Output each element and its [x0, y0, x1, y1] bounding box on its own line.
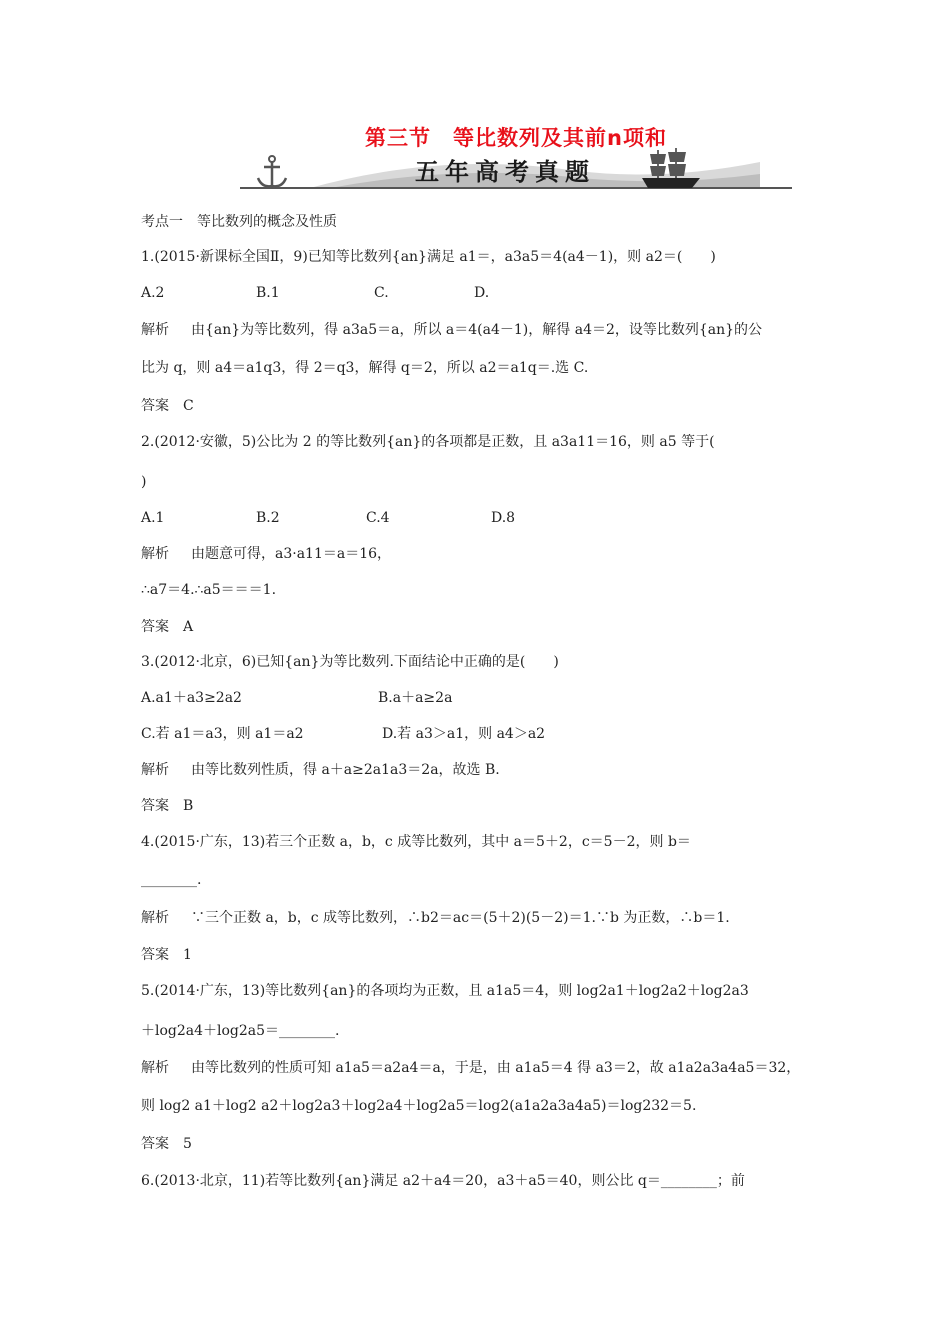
question-4-stem-line-1: 4.(2015·广东，13)若三个正数 a，b，c 成等比数列，其中 a＝5＋2，c＝5－2，则 b＝ [141, 834, 691, 850]
question-4-stem-line-2: ________. [141, 872, 202, 888]
anchor-icon [252, 154, 292, 190]
answer-label: 答案 [141, 798, 169, 814]
question-1-options [141, 283, 489, 303]
option-a: A.a1＋a3≥2a2 [141, 690, 242, 706]
question-5-answer [141, 1134, 192, 1154]
option-b: B.a＋a≥2a [378, 690, 453, 706]
question-2-options [141, 508, 515, 528]
option-d: D.8 [491, 510, 516, 526]
question-2-analysis-line-2: ∴a7＝4.∴a5＝＝＝1. [141, 582, 277, 598]
question-6-stem: 6.(2013·北京，11)若等比数列{an}满足 a2＋a4＝20，a3＋a5＝40，则公比 q＝________；前 [141, 1173, 745, 1189]
option-b: B.2 [256, 510, 280, 526]
analysis-label: 解析 [141, 910, 169, 926]
question-3-options-row-2 [141, 724, 545, 744]
question-3-options-row-1 [141, 688, 452, 708]
question-5-analysis-line-2: 则 log2 a1＋log2 a2＋log2a3＋log2a4＋log2a5＝log2(a1a2a3a4a5)＝log232＝5. [141, 1098, 697, 1114]
question-1-answer [141, 396, 194, 416]
answer-value: C [183, 398, 194, 414]
analysis-label: 解析 [141, 762, 169, 778]
question-1-analysis-line-2: 比为 q，则 a4＝a1q3，得 2＝q3，解得 q＝2，所以 a2＝a1q＝.选 C. [141, 360, 589, 376]
answer-value: 5 [183, 1136, 192, 1152]
option-a: A.2 [141, 285, 165, 301]
banner-title: 五年高考真题 [415, 158, 595, 186]
answer-label: 答案 [141, 619, 169, 635]
question-2-answer [141, 617, 193, 637]
ship-icon [636, 146, 706, 192]
answer-label: 答案 [141, 1136, 169, 1152]
section-title: 第三节 等比数列及其前n项和 [365, 126, 667, 150]
answer-value: A [183, 619, 194, 635]
topic-heading: 考点一 等比数列的概念及性质 [141, 214, 337, 230]
option-b: B.1 [256, 285, 280, 301]
analysis-label: 解析 [141, 546, 169, 562]
answer-label: 答案 [141, 398, 169, 414]
option-a: A.1 [141, 510, 165, 526]
option-d: D. [474, 285, 490, 301]
question-2-analysis-line-1 [141, 544, 391, 564]
question-5-stem-line-2: ＋log2a4＋log2a5＝________. [141, 1023, 340, 1039]
option-c: C.若 a1＝a3，则 a1＝a2 [141, 726, 304, 742]
analysis-text: 由{an}为等比数列，得 a3a5＝a，所以 a＝4(a4－1)，解得 a4＝2，设等比数列{an}的公 [191, 322, 763, 338]
answer-value: 1 [183, 947, 192, 963]
analysis-label: 解析 [141, 1060, 169, 1076]
question-2-stem-line-1: 2.(2012·安徽，5)公比为 2 的等比数列{an}的各项都是正数，且 a3a11＝16，则 a5 等于( [141, 434, 715, 450]
question-3-stem: 3.(2012·北京，6)已知{an}为等比数列.下面结论中正确的是( ) [141, 654, 559, 670]
answer-label: 答案 [141, 947, 169, 963]
question-2-stem-line-2: ) [141, 474, 147, 490]
analysis-label: 解析 [141, 322, 169, 338]
option-c: C.4 [366, 510, 390, 526]
answer-value: B [183, 798, 194, 814]
analysis-text: ∵三个正数 a，b，c 成等比数列，∴b2＝ac＝(5＋2)(5－2)＝1.∵b 为正数，∴b＝1. [191, 910, 730, 926]
question-1-analysis-line-1 [141, 320, 762, 340]
question-5-analysis-line-1 [141, 1058, 800, 1078]
question-4-answer [141, 945, 192, 965]
analysis-text: 由等比数列的性质可知 a1a5＝a2a4＝a，于是，由 a1a5＝4 得 a3＝2，故 a1a2a3a4a5＝32， [191, 1060, 801, 1076]
chapter-header [240, 118, 792, 194]
analysis-text: 由等比数列性质，得 a＋a≥2a1a3＝2a，故选 B. [191, 762, 500, 778]
question-5-stem-line-1: 5.(2014·广东，13)等比数列{an}的各项均为正数，且 a1a5＝4，则 log2a1＋log2a2＋log2a3 [141, 983, 749, 999]
question-4-analysis [141, 908, 730, 928]
option-d: D.若 a3＞a1，则 a4＞a2 [382, 726, 546, 742]
question-1-stem: 1.(2015·新课标全国Ⅱ，9)已知等比数列{an}满足 a1＝，a3a5＝4(a4－1)，则 a2＝( ) [141, 249, 716, 265]
question-3-answer [141, 796, 193, 816]
analysis-text: 由题意可得，a3·a11＝a＝16， [191, 546, 392, 562]
option-c: C. [374, 285, 389, 301]
question-3-analysis [141, 760, 500, 780]
